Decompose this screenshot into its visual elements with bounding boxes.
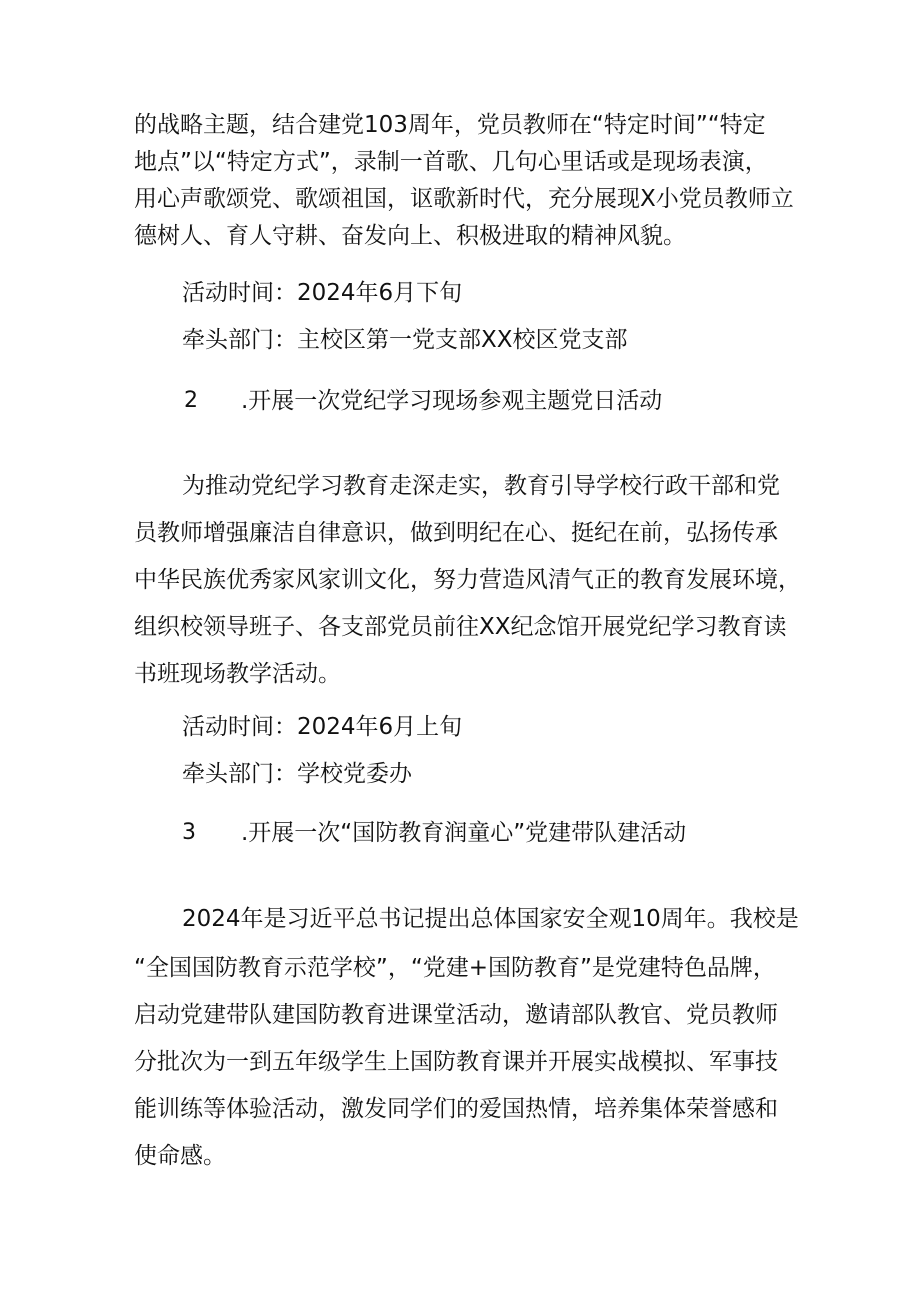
- activity-time-2: 活动时间：2024年6月上旬: [182, 714, 463, 740]
- paragraph-1-line-4: 德树人、育人守耕、奋发向上、积极进取的精神风貌。: [134, 223, 686, 249]
- paragraph-3-line-1: 2024年是习近平总书记提出总体国家安全观10周年。我校是: [182, 906, 799, 932]
- section-2-number: 2: [184, 388, 198, 413]
- paragraph-3-line-6: 使命感。: [134, 1143, 226, 1169]
- paragraph-3-line-3: 启动党建带队建国防教育进课堂活动，邀请部队教官、党员教师: [134, 1002, 778, 1028]
- activity-time-1: 活动时间：2024年6月下旬: [182, 280, 463, 306]
- paragraph-2-line-1: 为推动党纪学习教育走深走实，教育引导学校行政干部和党: [182, 473, 780, 499]
- paragraph-2-line-3: 中华民族优秀家风家训文化，努力营造风清气正的教育发展环境，: [134, 567, 801, 593]
- section-2-heading: .开展一次党纪学习现场参观主题党日活动: [241, 388, 663, 414]
- section-3-number: 3: [182, 820, 196, 845]
- paragraph-1-line-2: 地点”以“特定方式”，录制一首歌、几句心里话或是现场表演，: [134, 149, 768, 175]
- lead-department-1: 牵头部门：主校区第一党支部XX校区党支部: [182, 327, 628, 353]
- paragraph-3-line-2: “全国国防教育示范学校”，“党建+国防教育”是党建特色品牌，: [134, 955, 776, 981]
- paragraph-2-line-2: 员教师增强廉洁自律意识，做到明纪在心、挺纪在前，弘扬传承: [134, 520, 778, 546]
- section-3-heading: .开展一次“国防教育润童心”党建带队建活动: [241, 820, 687, 846]
- paragraph-3-line-4: 分批次为一到五年级学生上国防教育课并开展实战模拟、军事技: [134, 1049, 778, 1075]
- paragraph-3-line-5: 能训练等体验活动，激发同学们的爱国热情，培养集体荣誉感和: [134, 1096, 778, 1122]
- paragraph-1-line-3: 用心声歌颂党、歌颂祖国，讴歌新时代，充分展现X小党员教师立: [134, 186, 794, 212]
- paragraph-1-line-1: 的战略主题，结合建党103周年，党员教师在“特定时间”“特定: [134, 112, 766, 138]
- paragraph-2-line-5: 书班现场教学活动。: [134, 661, 341, 687]
- lead-department-2: 牵头部门：学校党委办: [182, 761, 412, 787]
- paragraph-2-line-4: 组织校领导班子、各支部党员前往XX纪念馆开展党纪学习教育读: [134, 614, 787, 640]
